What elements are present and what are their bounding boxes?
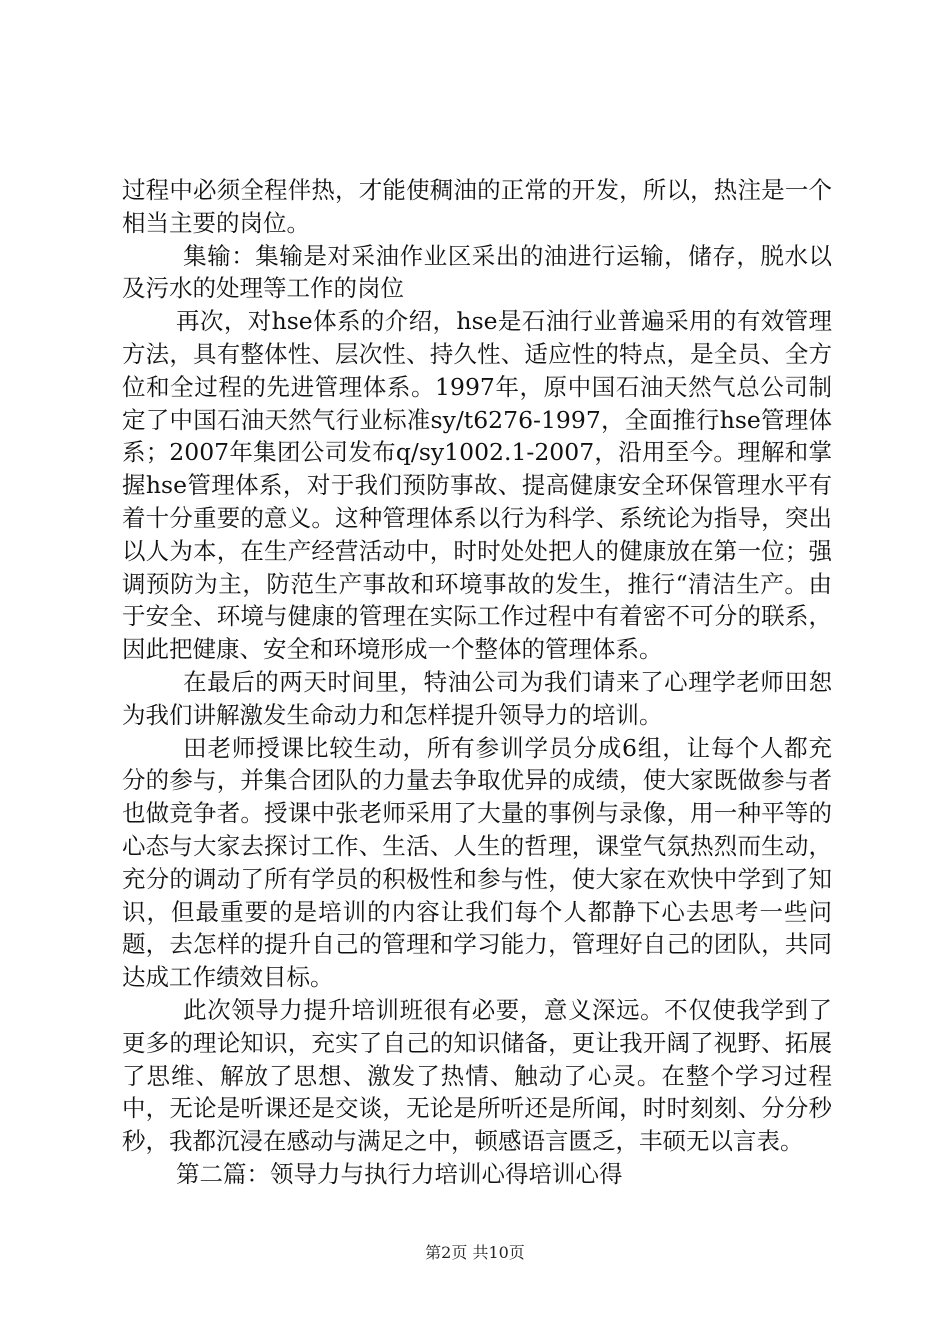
paragraph-6: 此次领导力提升培训班很有必要，意义深远。不仅使我学到了更多的理论知识，充实了自己的知识储备，更让我开阔了视野、拓展了思维、解放了思想、激发了热情、触动了心灵。在整个学习过程中，无论是听课还是交谈，无论是所听还是所闻，时时刻刻、分分秒秒，我都沉浸在感动与满足之中，顿感语言匮乏，丰硕无以言表。: [122, 995, 832, 1156]
paragraph-1: 过程中必须全程伴热，才能使稠油的正常的开发，所以，热注是一个相当主要的岗位。: [122, 176, 832, 237]
document-body: [122, 174, 832, 1191]
paragraph-5: 田老师授课比较生动，所有参训学员分成6组，让每个人都充分的参与，并集合团队的力量去争取优异的成绩，使大家既做参与者也做竞争者。授课中张老师采用了大量的事例与录像，用一种平等的心态与大家去探讨工作、生活、人生的哲理，课堂气氛热烈而生动，充分的调动了所有学员的积极性和参与性，使大家在欢快中学到了知识，但最重要的是培训的内容让我们每个人都静下心去思考一些问题，去怎样的提升自己的管理和学习能力，管理好自己的团队，共同达成工作绩效目标。: [122, 733, 832, 992]
paragraph-4: 在最后的两天时间里，特油公司为我们请来了心理学老师田恕为我们讲解激发生命动力和怎样提升领导力的培训。: [122, 667, 832, 729]
paragraph-3: 再次，对hse体系的介绍，hse是石油行业普遍采用的有效管理方法，具有整体性、层次性、持久性、适应性的特点，是全员、全方位和全过程的先进管理体系。1997年，原中国石油天然气总公司制定了中国石油天然气行业标准sy/t6276-1997，全面推行hse管理体系；2007年集团公司发布q/sy1002.1-2007，沿用至今。理解和掌握hse管理体系，对于我们预防事故、提高健康安全环保管理水平有着十分重要的意义。这种管理体系以行为科学、系统论为指导，突出以人为本，在生产经营活动中，时时处处把人的健康放在第一位；强调预防为主，防范生产事故和环境事故的发生，推行“清洁生产。由于安全、环境与健康的管理在实际工作过程中有着密不可分的联系，因此把健康、安全和环境形成一个整体的管理体系。: [122, 307, 832, 664]
paragraph-2: 集输：集输是对采油作业区采出的油进行运输，储存，脱水以及污水的处理等工作的岗位: [122, 241, 832, 303]
paragraph-7: 第二篇：领导力与执行力培训心得培训心得: [176, 1159, 623, 1188]
page-number-footer: 第2页 共10页: [425, 1243, 525, 1262]
